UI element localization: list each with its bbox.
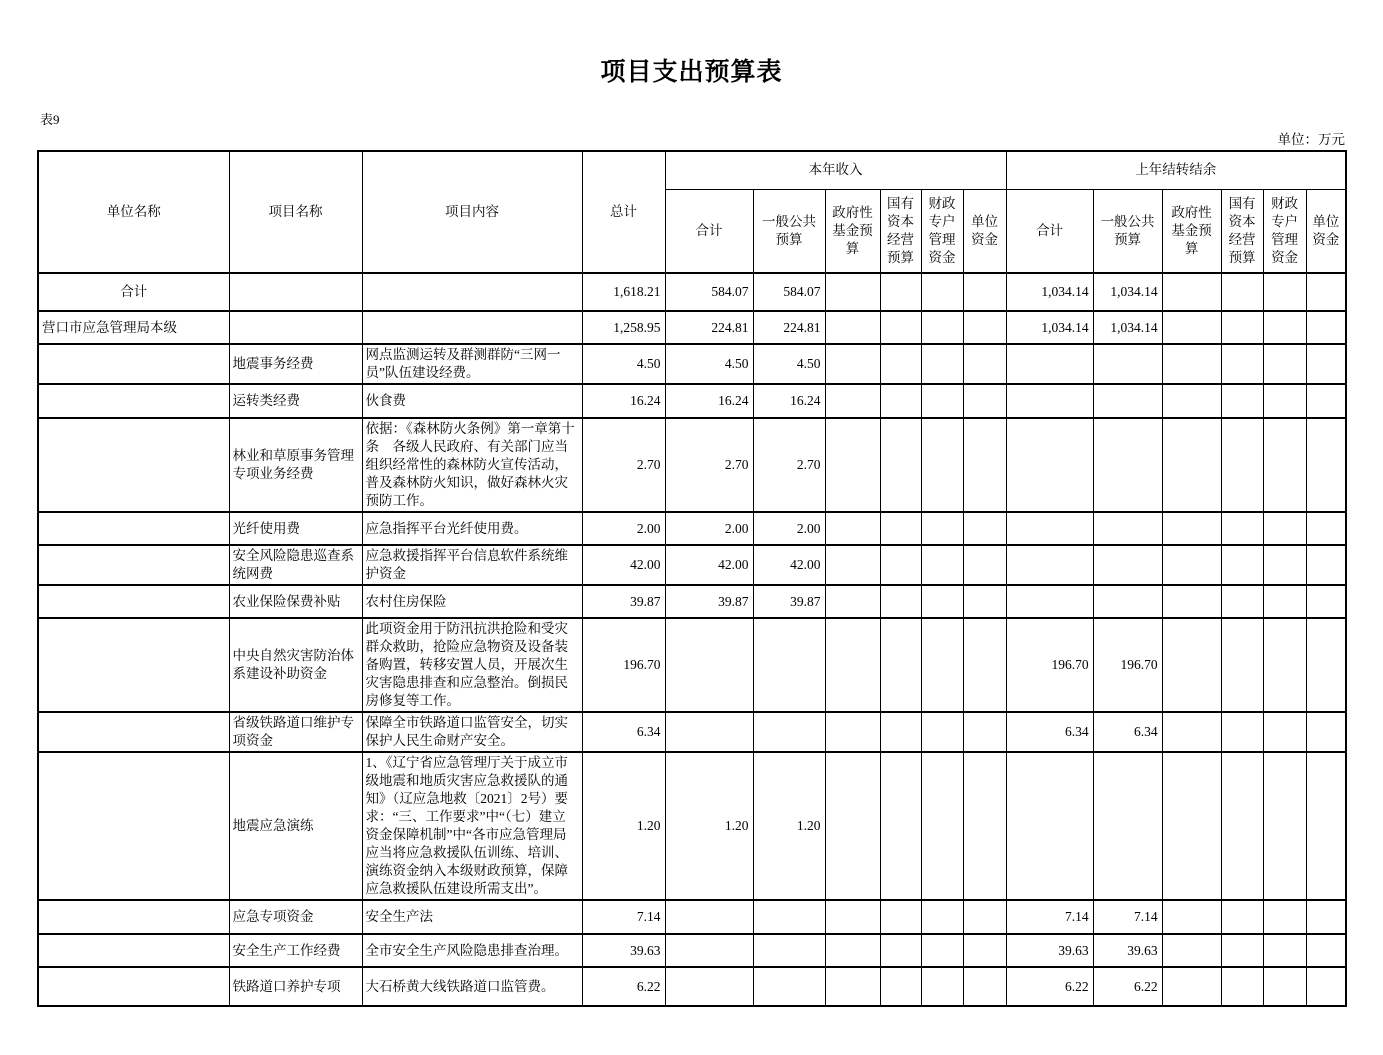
cell-total: 6.22: [582, 967, 665, 1006]
cell-project-name: [229, 311, 362, 344]
col-header-py-fiscal-account-fund: 财政专户管理资金: [1263, 189, 1306, 273]
cell-total: 2.00: [582, 512, 665, 545]
cell-project-name: 安全风险隐患巡查系统网费: [229, 545, 362, 585]
cell-py-unit-fund: [1306, 311, 1346, 344]
cell-cy-unit-fund: [963, 418, 1006, 512]
cell-project-content: 应急指挥平台光纤使用费。: [362, 512, 582, 545]
cell-unit-name: [38, 967, 229, 1006]
cell-py-general-budget: [1093, 418, 1162, 512]
cell-cy-fiscal-account: [921, 273, 963, 311]
cell-cy-total: 224.81: [665, 311, 753, 344]
cell-py-unit-fund: [1306, 344, 1346, 384]
col-header-grand-total: 总计: [582, 151, 665, 273]
cell-project-content: 安全生产法: [362, 900, 582, 934]
cell-unit-name: 合计: [38, 273, 229, 311]
cell-cy-general-budget: 42.00: [753, 545, 825, 585]
col-header-cy-state-capital-budget: 国有资本经营预算: [880, 189, 921, 273]
cell-project-content: 伙食费: [362, 384, 582, 418]
cell-cy-general-budget: [753, 712, 825, 752]
col-header-cy-total: 合计: [665, 189, 753, 273]
cell-total: 7.14: [582, 900, 665, 934]
table-header: [38, 151, 1346, 273]
cell-py-fiscal-account: [1263, 311, 1306, 344]
cell-cy-fiscal-account: [921, 934, 963, 967]
cell-cy-gov-fund: [825, 618, 880, 712]
cell-py-gov-fund: [1162, 545, 1221, 585]
cell-total: 1,618.21: [582, 273, 665, 311]
cell-py-general-budget: 6.34: [1093, 712, 1162, 752]
cell-cy-gov-fund: [825, 384, 880, 418]
cell-py-fiscal-account: [1263, 900, 1306, 934]
cell-py-total: [1006, 585, 1093, 618]
cell-py-unit-fund: [1306, 512, 1346, 545]
col-header-py-general-budget: 一般公共预算: [1093, 189, 1162, 273]
cell-py-unit-fund: [1306, 273, 1346, 311]
cell-project-name: 农业保险保费补贴: [229, 585, 362, 618]
cell-cy-total: 42.00: [665, 545, 753, 585]
cell-project-content: 应急救援指挥平台信息软件系统维护资金: [362, 545, 582, 585]
cell-cy-fiscal-account: [921, 585, 963, 618]
cell-py-unit-fund: [1306, 545, 1346, 585]
cell-cy-state-capital: [880, 344, 921, 384]
cell-cy-gov-fund: [825, 273, 880, 311]
cell-cy-general-budget: 224.81: [753, 311, 825, 344]
col-header-cy-fiscal-account-fund: 财政专户管理资金: [921, 189, 963, 273]
cell-total: 16.24: [582, 384, 665, 418]
cell-cy-fiscal-account: [921, 311, 963, 344]
table-number-label: 表9: [40, 112, 60, 127]
cell-py-fiscal-account: [1263, 712, 1306, 752]
cell-cy-general-budget: [753, 900, 825, 934]
cell-cy-state-capital: [880, 712, 921, 752]
cell-cy-state-capital: [880, 752, 921, 900]
cell-cy-gov-fund: [825, 344, 880, 384]
table-row: [38, 512, 1346, 545]
cell-cy-total: 1.20: [665, 752, 753, 900]
cell-py-general-budget: 1,034.14: [1093, 311, 1162, 344]
table-body: [38, 273, 1346, 1006]
cell-py-state-capital: [1221, 311, 1263, 344]
cell-cy-unit-fund: [963, 344, 1006, 384]
cell-py-general-budget: [1093, 752, 1162, 900]
cell-total: 196.70: [582, 618, 665, 712]
cell-project-name: 中央自然灾害防治体系建设补助资金: [229, 618, 362, 712]
cell-py-state-capital: [1221, 934, 1263, 967]
cell-total: 1.20: [582, 752, 665, 900]
cell-py-gov-fund: [1162, 585, 1221, 618]
cell-cy-general-budget: 4.50: [753, 344, 825, 384]
cell-project-name: 铁路道口养护专项: [229, 967, 362, 1006]
cell-cy-state-capital: [880, 545, 921, 585]
cell-cy-unit-fund: [963, 752, 1006, 900]
cell-py-state-capital: [1221, 384, 1263, 418]
cell-cy-fiscal-account: [921, 512, 963, 545]
cell-py-general-budget: [1093, 585, 1162, 618]
cell-cy-fiscal-account: [921, 900, 963, 934]
cell-project-name: [229, 273, 362, 311]
cell-project-name: 安全生产工作经费: [229, 934, 362, 967]
cell-unit-name: [38, 545, 229, 585]
cell-cy-gov-fund: [825, 512, 880, 545]
cell-py-general-budget: [1093, 545, 1162, 585]
cell-cy-state-capital: [880, 934, 921, 967]
table-row: [38, 618, 1346, 712]
cell-py-total: [1006, 512, 1093, 545]
cell-cy-fiscal-account: [921, 545, 963, 585]
cell-unit-name: [38, 418, 229, 512]
col-group-prior-year-carryover: 上年结转结余: [1006, 151, 1346, 189]
cell-py-gov-fund: [1162, 934, 1221, 967]
cell-cy-fiscal-account: [921, 712, 963, 752]
cell-project-content: 全市安全生产风险隐患排查治理。: [362, 934, 582, 967]
cell-py-general-budget: [1093, 512, 1162, 545]
cell-cy-total: 584.07: [665, 273, 753, 311]
cell-py-total: [1006, 418, 1093, 512]
cell-cy-unit-fund: [963, 512, 1006, 545]
cell-total: 42.00: [582, 545, 665, 585]
cell-cy-total: [665, 900, 753, 934]
cell-cy-total: [665, 712, 753, 752]
cell-py-total: [1006, 752, 1093, 900]
cell-py-state-capital: [1221, 618, 1263, 712]
cell-project-content: 网点监测运转及群测群防“三网一员”队伍建设经费。: [362, 344, 582, 384]
cell-py-gov-fund: [1162, 344, 1221, 384]
cell-cy-gov-fund: [825, 967, 880, 1006]
cell-total: 4.50: [582, 344, 665, 384]
cell-py-unit-fund: [1306, 900, 1346, 934]
cell-total: 6.34: [582, 712, 665, 752]
cell-cy-general-budget: 584.07: [753, 273, 825, 311]
cell-cy-fiscal-account: [921, 344, 963, 384]
table-row: [38, 712, 1346, 752]
cell-project-name: 光纤使用费: [229, 512, 362, 545]
page-title: 项目支出预算表: [600, 57, 783, 86]
cell-project-content: 保障全市铁路道口监管安全，切实保护人民生命财产安全。: [362, 712, 582, 752]
table-row: [38, 585, 1346, 618]
cell-cy-general-budget: 16.24: [753, 384, 825, 418]
cell-py-state-capital: [1221, 712, 1263, 752]
cell-py-total: [1006, 384, 1093, 418]
cell-cy-gov-fund: [825, 900, 880, 934]
cell-py-unit-fund: [1306, 752, 1346, 900]
cell-cy-state-capital: [880, 512, 921, 545]
cell-cy-fiscal-account: [921, 418, 963, 512]
cell-unit-name: [38, 900, 229, 934]
cell-unit-name: 营口市应急管理局本级: [38, 311, 229, 344]
cell-project-name: 省级铁路道口维护专项资金: [229, 712, 362, 752]
cell-py-state-capital: [1221, 273, 1263, 311]
cell-cy-gov-fund: [825, 934, 880, 967]
cell-cy-state-capital: [880, 418, 921, 512]
col-header-cy-general-budget: 一般公共预算: [753, 189, 825, 273]
cell-project-content: 此项资金用于防汛抗洪抢险和受灾群众救助，抢险应急物资及设备装备购置，转移安置人员，开展次生灾害隐患排查和应急整治。倒损民房修复等工作。: [362, 618, 582, 712]
cell-cy-fiscal-account: [921, 752, 963, 900]
cell-cy-gov-fund: [825, 311, 880, 344]
cell-cy-total: [665, 967, 753, 1006]
table-row: [38, 900, 1346, 934]
cell-py-unit-fund: [1306, 618, 1346, 712]
cell-unit-name: [38, 752, 229, 900]
cell-py-general-budget: 196.70: [1093, 618, 1162, 712]
cell-cy-gov-fund: [825, 752, 880, 900]
cell-py-fiscal-account: [1263, 752, 1306, 900]
cell-unit-name: [38, 934, 229, 967]
table-row: [38, 273, 1346, 311]
cell-py-fiscal-account: [1263, 384, 1306, 418]
cell-py-state-capital: [1221, 344, 1263, 384]
cell-project-name: 地震应急演练: [229, 752, 362, 900]
table-row: [38, 311, 1346, 344]
cell-py-gov-fund: [1162, 273, 1221, 311]
cell-project-name: 地震事务经费: [229, 344, 362, 384]
cell-py-fiscal-account: [1263, 512, 1306, 545]
cell-cy-general-budget: 39.87: [753, 585, 825, 618]
cell-cy-unit-fund: [963, 712, 1006, 752]
cell-cy-fiscal-account: [921, 967, 963, 1006]
cell-py-unit-fund: [1306, 967, 1346, 1006]
cell-unit-name: [38, 618, 229, 712]
cell-py-state-capital: [1221, 900, 1263, 934]
cell-project-content: 大石桥黄大线铁路道口监管费。: [362, 967, 582, 1006]
cell-project-name: 运转类经费: [229, 384, 362, 418]
cell-py-gov-fund: [1162, 967, 1221, 1006]
cell-cy-gov-fund: [825, 545, 880, 585]
cell-py-gov-fund: [1162, 512, 1221, 545]
cell-py-gov-fund: [1162, 900, 1221, 934]
cell-py-state-capital: [1221, 418, 1263, 512]
cell-py-fiscal-account: [1263, 418, 1306, 512]
cell-py-fiscal-account: [1263, 585, 1306, 618]
cell-py-unit-fund: [1306, 934, 1346, 967]
cell-project-content: 1、《辽宁省应急管理厅关于成立市级地震和地质灾害应急救援队的通知》（辽应急地救〔2021〕2号）要求：“三、工作要求”中“（七）建立资金保障机制”中“各市应急管理局应当将应急救援队伍训练、培训、演练资金纳入本级财政预算，保障应急救援队伍建设所需支出”。: [362, 752, 582, 900]
table-row: [38, 752, 1346, 900]
budget-table: [37, 150, 1347, 1007]
cell-py-gov-fund: [1162, 311, 1221, 344]
cell-cy-general-budget: [753, 618, 825, 712]
table-row: [38, 545, 1346, 585]
currency-unit-label: 单位：万元: [1277, 132, 1345, 147]
cell-py-fiscal-account: [1263, 934, 1306, 967]
cell-cy-unit-fund: [963, 384, 1006, 418]
cell-project-content: [362, 273, 582, 311]
cell-py-state-capital: [1221, 585, 1263, 618]
cell-cy-general-budget: 2.70: [753, 418, 825, 512]
cell-cy-unit-fund: [963, 900, 1006, 934]
cell-cy-total: 2.70: [665, 418, 753, 512]
cell-py-total: 6.34: [1006, 712, 1093, 752]
cell-cy-total: 16.24: [665, 384, 753, 418]
cell-py-total: 39.63: [1006, 934, 1093, 967]
cell-cy-gov-fund: [825, 585, 880, 618]
cell-py-total: 196.70: [1006, 618, 1093, 712]
cell-py-total: 7.14: [1006, 900, 1093, 934]
header-group-row: [38, 151, 1346, 189]
cell-cy-total: 2.00: [665, 512, 753, 545]
cell-py-total: 1,034.14: [1006, 311, 1093, 344]
cell-project-name: 应急专项资金: [229, 900, 362, 934]
cell-cy-unit-fund: [963, 545, 1006, 585]
cell-cy-fiscal-account: [921, 618, 963, 712]
table-row: [38, 418, 1346, 512]
cell-unit-name: [38, 585, 229, 618]
cell-cy-general-budget: [753, 967, 825, 1006]
table-row: [38, 967, 1346, 1006]
cell-cy-total: [665, 618, 753, 712]
table-row: [38, 934, 1346, 967]
col-header-project-name: 项目名称: [229, 151, 362, 273]
cell-cy-unit-fund: [963, 273, 1006, 311]
cell-unit-name: [38, 712, 229, 752]
cell-py-gov-fund: [1162, 752, 1221, 900]
col-header-project-content: 项目内容: [362, 151, 582, 273]
cell-py-general-budget: 39.63: [1093, 934, 1162, 967]
cell-py-total: [1006, 344, 1093, 384]
cell-cy-state-capital: [880, 585, 921, 618]
cell-py-gov-fund: [1162, 618, 1221, 712]
cell-cy-fiscal-account: [921, 384, 963, 418]
cell-py-total: 1,034.14: [1006, 273, 1093, 311]
cell-cy-total: 39.87: [665, 585, 753, 618]
cell-cy-state-capital: [880, 311, 921, 344]
cell-py-general-budget: 7.14: [1093, 900, 1162, 934]
table-row: [38, 344, 1346, 384]
cell-project-content: [362, 311, 582, 344]
cell-py-general-budget: 1,034.14: [1093, 273, 1162, 311]
cell-cy-general-budget: [753, 934, 825, 967]
cell-py-general-budget: [1093, 384, 1162, 418]
cell-py-unit-fund: [1306, 585, 1346, 618]
cell-py-fiscal-account: [1263, 545, 1306, 585]
cell-cy-general-budget: 1.20: [753, 752, 825, 900]
cell-py-gov-fund: [1162, 712, 1221, 752]
cell-cy-state-capital: [880, 900, 921, 934]
cell-py-general-budget: 6.22: [1093, 967, 1162, 1006]
cell-project-content: 依据：《森林防火条例》第一章第十条 各级人民政府、有关部门应当组织经常性的森林防火宣传活动，普及森林防火知识，做好森林火灾预防工作。: [362, 418, 582, 512]
cell-cy-unit-fund: [963, 311, 1006, 344]
col-header-py-total: 合计: [1006, 189, 1093, 273]
cell-py-total: 6.22: [1006, 967, 1093, 1006]
cell-total: 2.70: [582, 418, 665, 512]
cell-total: 39.63: [582, 934, 665, 967]
cell-cy-total: [665, 934, 753, 967]
cell-cy-unit-fund: [963, 618, 1006, 712]
cell-cy-unit-fund: [963, 585, 1006, 618]
col-header-py-unit-fund: 单位资金: [1306, 189, 1346, 273]
cell-cy-unit-fund: [963, 967, 1006, 1006]
cell-py-state-capital: [1221, 545, 1263, 585]
cell-cy-state-capital: [880, 967, 921, 1006]
cell-project-name: 林业和草原事务管理专项业务经费: [229, 418, 362, 512]
cell-cy-gov-fund: [825, 712, 880, 752]
cell-py-state-capital: [1221, 967, 1263, 1006]
cell-py-unit-fund: [1306, 712, 1346, 752]
cell-cy-state-capital: [880, 384, 921, 418]
cell-unit-name: [38, 384, 229, 418]
cell-py-fiscal-account: [1263, 967, 1306, 1006]
cell-py-fiscal-account: [1263, 344, 1306, 384]
cell-cy-gov-fund: [825, 418, 880, 512]
cell-unit-name: [38, 512, 229, 545]
cell-py-gov-fund: [1162, 384, 1221, 418]
cell-cy-state-capital: [880, 618, 921, 712]
col-header-py-gov-fund-budget: 政府性基金预算: [1162, 189, 1221, 273]
col-header-py-state-capital-budget: 国有资本经营预算: [1221, 189, 1263, 273]
cell-total: 1,258.95: [582, 311, 665, 344]
cell-py-state-capital: [1221, 752, 1263, 900]
cell-cy-unit-fund: [963, 934, 1006, 967]
col-header-unit-name: 单位名称: [38, 151, 229, 273]
col-group-current-year-income: 本年收入: [665, 151, 1006, 189]
col-header-cy-gov-fund-budget: 政府性基金预算: [825, 189, 880, 273]
cell-py-gov-fund: [1162, 418, 1221, 512]
cell-py-fiscal-account: [1263, 618, 1306, 712]
cell-py-unit-fund: [1306, 384, 1346, 418]
cell-cy-general-budget: 2.00: [753, 512, 825, 545]
cell-py-general-budget: [1093, 344, 1162, 384]
cell-cy-state-capital: [880, 273, 921, 311]
cell-cy-total: 4.50: [665, 344, 753, 384]
cell-py-fiscal-account: [1263, 273, 1306, 311]
cell-unit-name: [38, 344, 229, 384]
cell-py-total: [1006, 545, 1093, 585]
cell-py-state-capital: [1221, 512, 1263, 545]
cell-project-content: 农村住房保险: [362, 585, 582, 618]
cell-total: 39.87: [582, 585, 665, 618]
table-row: [38, 384, 1346, 418]
cell-py-unit-fund: [1306, 418, 1346, 512]
col-header-cy-unit-fund: 单位资金: [963, 189, 1006, 273]
